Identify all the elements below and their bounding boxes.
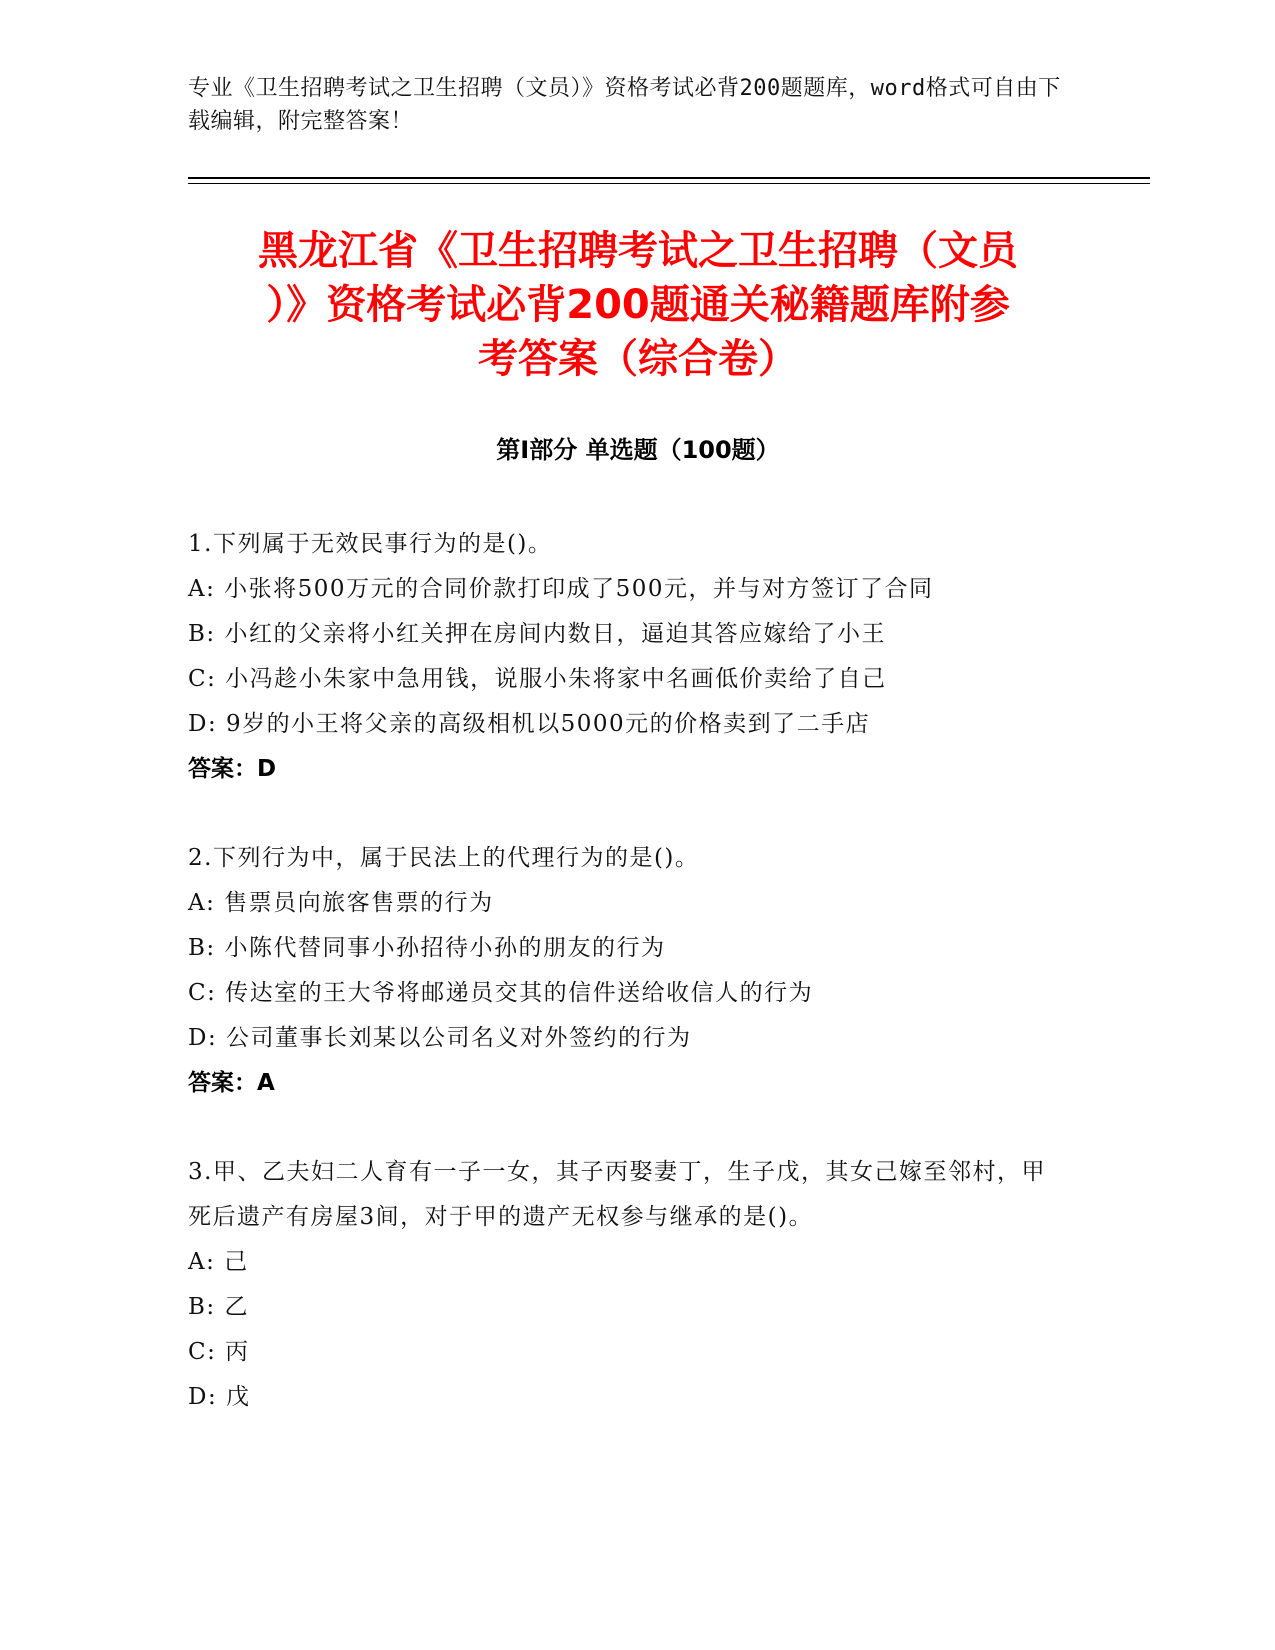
question-stem: 2.下列行为中，属于民法上的代理行为的是()。 (188, 845, 700, 871)
option-a: A: 售票员向旅客售票的行为 (188, 890, 494, 916)
option-d: D: 9岁的小王将父亲的高级相机以5000元的价格卖到了二手店 (188, 711, 871, 737)
option-b: B: 小陈代替同事小孙招待小孙的朋友的行为 (188, 935, 666, 961)
question-3 (188, 1150, 1068, 1420)
answer-label: 答案：D (188, 756, 277, 782)
title-line-2: ）》资格考试必背200题通关秘籍题库附参 (266, 282, 1010, 328)
option-c: C: 传达室的王大爷将邮递员交其的信件送给收信人的行为 (188, 980, 814, 1006)
question-stem: 3.甲、乙夫妇二人育有一子一女，其子丙娶妻丁，生子戊，其女己嫁至邻村，甲死后遗产有房屋3间，对于甲的遗产无权参与继承的是()。 (188, 1159, 1046, 1230)
document-title (188, 224, 1088, 386)
option-d: D: 戊 (188, 1384, 251, 1410)
option-c: C: 小冯趁小朱家中急用钱，说服小朱将家中名画低价卖给了自己 (188, 666, 887, 692)
question-stem: 1.下列属于无效民事行为的是()。 (188, 531, 553, 557)
option-b: B: 乙 (188, 1294, 249, 1320)
answer-label: 答案：A (188, 1070, 275, 1096)
question-list (188, 522, 1068, 1464)
question-2 (188, 836, 1068, 1106)
option-c: C: 丙 (188, 1339, 250, 1365)
title-line-1: 黑龙江省《卫生招聘考试之卫生招聘（文员 (258, 228, 1018, 274)
option-d: D: 公司董事长刘某以公司名义对外签约的行为 (188, 1025, 692, 1051)
option-a: A: 己 (188, 1249, 249, 1275)
option-a: A: 小张将500万元的合同价款打印成了500元，并与对方签订了合同 (188, 576, 934, 602)
header-note: 专业《卫生招聘考试之卫生招聘（文员）》资格考试必背200题题库，word格式可自由下载编辑，附完整答案！ (188, 76, 1061, 134)
option-b: B: 小红的父亲将小红关押在房间内数日，逼迫其答应嫁给了小王 (188, 621, 886, 647)
question-1 (188, 522, 1068, 792)
header-rule-thin (188, 183, 1150, 184)
header-rule-thick (188, 177, 1150, 179)
title-line-3: 考答案（综合卷） (478, 336, 798, 382)
section-heading: 第Ⅰ部分 单选题（100题） (496, 436, 780, 464)
